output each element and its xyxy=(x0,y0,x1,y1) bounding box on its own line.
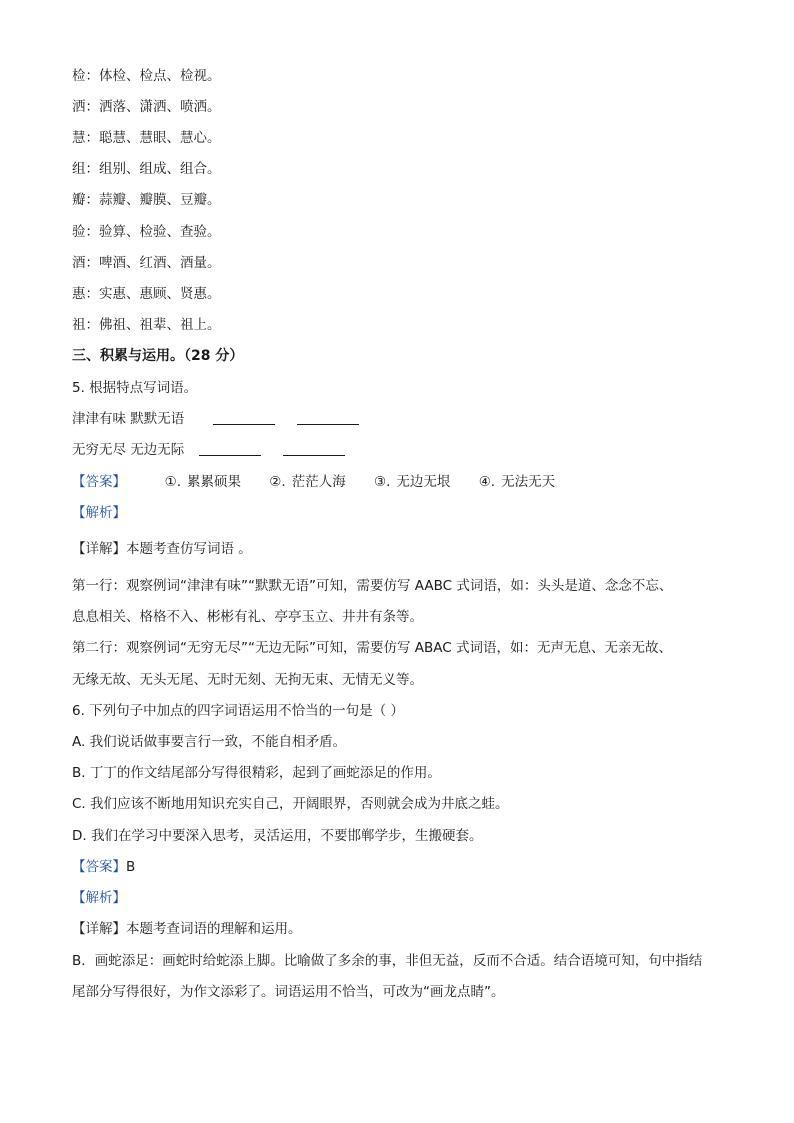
q5-row-2 xyxy=(72,440,345,460)
q5-row-2-examples: 无穷无尽 无边无际 xyxy=(72,442,185,458)
q6-answer-line xyxy=(72,857,135,877)
question-5-stem: 5. 根据特点写词语。 xyxy=(72,380,198,396)
q5-explanation-line: 第二行：观察例词“无穷无尽”“无边无际”可知，需要仿写 ABAC 式词语，如：无声无息、无亲无故、 xyxy=(72,640,672,656)
section-heading: 三、积累与运用。（28 分） xyxy=(72,348,244,364)
word-group-line: 祖：佛祖、祖辈、祖上。 xyxy=(72,317,221,333)
word-group-line: 惠：实惠、惠顾、贤惠。 xyxy=(72,286,221,302)
analysis-tag: 【解析】 xyxy=(72,505,126,521)
answer-blank xyxy=(199,441,261,456)
word-group-line: 瓣：蒜瓣、瓣膜、豆瓣。 xyxy=(72,192,221,208)
q6-explanation-line: 尾部分写得很好，为作文添彩了。词语运用不恰当，可改为“画龙点睛”。 xyxy=(72,984,505,1000)
word-group-line: 检：体检、检点、检视。 xyxy=(72,68,221,84)
q6-option: C. 我们应该不断地用知识充实自己，开阔眼界，否则就会成为井底之蛙。 xyxy=(72,796,509,812)
answer-tag: 【答案】 xyxy=(72,474,126,490)
q6-detail xyxy=(72,919,302,939)
q6-option: B. 丁丁的作文结尾部分写得很精彩，起到了画蛇添足的作用。 xyxy=(72,765,441,781)
answer-tag: 【答案】 xyxy=(72,859,126,875)
word-group-line: 洒：洒落、潇洒、喷洒。 xyxy=(72,99,221,115)
answer-item: ②. 茫茫人海 xyxy=(269,474,346,490)
answer-value: B xyxy=(126,859,136,875)
q6-option: A. 我们说话做事要言行一致，不能自相矛盾。 xyxy=(72,734,347,750)
q5-row-1 xyxy=(72,409,359,429)
question-6-stem: 6. 下列句子中加点的四字词语运用不恰当的一句是（ ） xyxy=(72,703,404,719)
detail-text: 本题考查仿写词语 。 xyxy=(126,541,252,557)
q5-answer-line xyxy=(72,472,579,492)
q5-explanation-line: 无缘无故、无头无尾、无时无刻、无拘无束、无情无义等。 xyxy=(72,672,423,688)
answer-blank xyxy=(283,441,345,456)
detail-text: 本题考查词语的理解和运用。 xyxy=(126,921,302,937)
answer-item: ④. 无法无天 xyxy=(478,474,556,490)
answer-blank xyxy=(297,410,359,425)
word-group-line: 慧：聪慧、慧眼、慧心。 xyxy=(72,130,221,146)
q6-explanation-line: B．画蛇添足：画蛇时给蛇添上脚。比喻做了多余的事，非但无益，反而不合适。结合语境可知，句中指结 xyxy=(72,953,703,969)
analysis-tag: 【解析】 xyxy=(72,890,126,906)
q5-explanation-line: 第一行：观察例词“津津有味”“默默无语”可知，需要仿写 AABC 式词语，如：头头是道、念念不忘、 xyxy=(72,578,673,594)
answer-blank xyxy=(213,410,275,425)
answer-item: ①. 累累硕果 xyxy=(164,474,241,490)
word-group-line: 组：组别、组成、组合。 xyxy=(72,161,221,177)
answer-item: ③. 无边无垠 xyxy=(374,474,451,490)
detail-tag: 【详解】 xyxy=(72,921,126,937)
q5-row-1-examples: 津津有味 默默无语 xyxy=(72,411,185,427)
q5-detail xyxy=(72,539,252,559)
word-group-line: 酒：啤酒、红酒、酒量。 xyxy=(72,255,221,271)
detail-tag: 【详解】 xyxy=(72,541,126,557)
word-group-line: 验：验算、检验、查验。 xyxy=(72,224,221,240)
q6-option: D. 我们在学习中要深入思考，灵活运用，不要邯郸学步，生搬硬套。 xyxy=(72,828,483,844)
q5-explanation-line: 息息相关、格格不入、彬彬有礼、亭亭玉立、井井有条等。 xyxy=(72,609,423,625)
